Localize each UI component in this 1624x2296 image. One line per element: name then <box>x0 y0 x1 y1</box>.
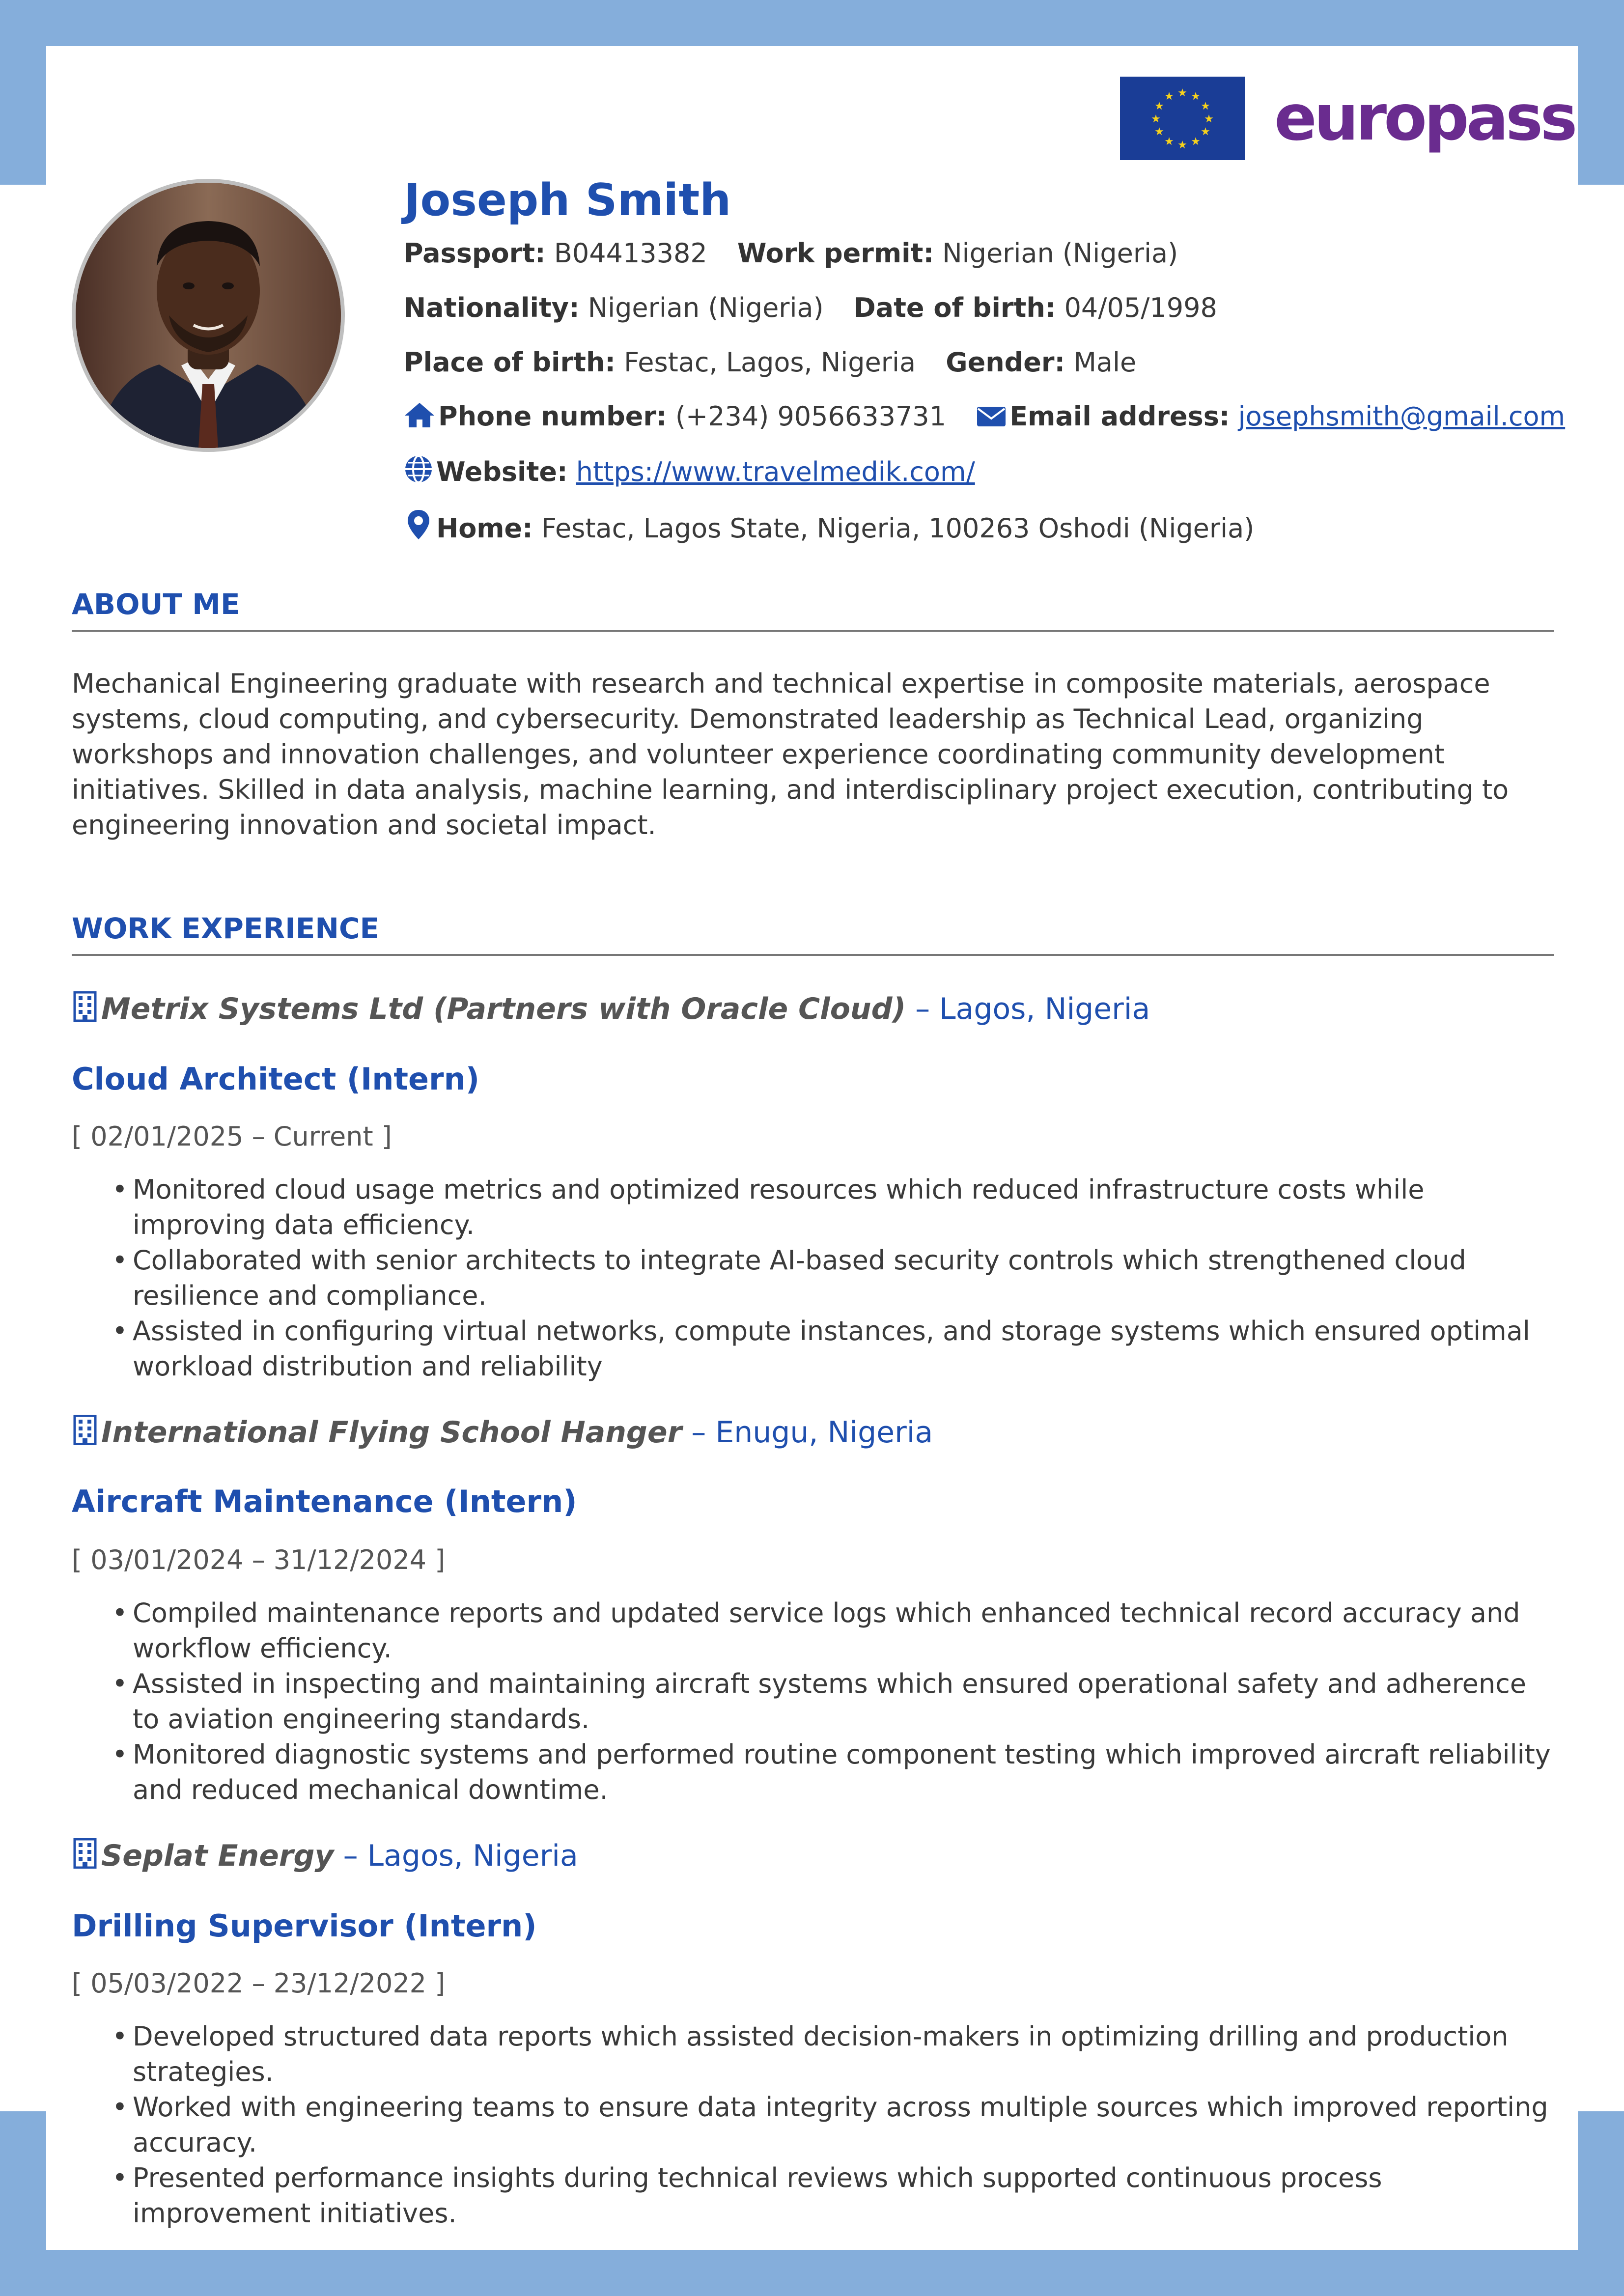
list-item: • Assisted in inspecting and maintaining aircraft systems which ensured operational safety and adherence to aviation engineering standards. <box>133 1666 1557 1737</box>
nationality-line <box>404 292 1553 324</box>
dob-value: 04/05/1998 <box>1064 292 1217 323</box>
svg-text:★: ★ <box>1154 126 1164 138</box>
resume-page <box>46 46 1578 2250</box>
job-role: Drilling Supervisor (Intern) <box>72 1908 537 1944</box>
home-value: Festac, Lagos State, Nigeria, 100263 Oshodi (Nigeria) <box>541 512 1255 544</box>
building-icon <box>72 1838 98 1876</box>
company-name: Metrix Systems Ltd (Partners with Oracle Cloud) <box>101 992 906 1026</box>
svg-text:★: ★ <box>1164 136 1174 148</box>
list-item: • Assisted in configuring virtual networks, compute instances, and storage systems which ensured optimal workload distribution and reliability <box>133 1314 1557 1384</box>
svg-text:★: ★ <box>1177 139 1187 151</box>
envelope-icon <box>976 404 1007 436</box>
job-bullets <box>133 2019 1557 2231</box>
gender-label: Gender: <box>946 346 1065 378</box>
person-name: Joseph Smith <box>404 174 731 226</box>
home-line <box>404 509 1553 548</box>
website-line <box>404 454 1553 491</box>
svg-text:★: ★ <box>1191 136 1201 148</box>
company-name: International Flying School Hanger <box>101 1415 682 1450</box>
building-icon <box>72 991 98 1030</box>
company-location: – Lagos, Nigeria <box>334 1839 578 1873</box>
company-name: Seplat Energy <box>101 1839 334 1873</box>
job-dates: [ 05/03/2022 – 23/12/2022 ] <box>72 1968 446 1999</box>
list-item: • Worked with engineering teams to ensure data integrity across multiple sources which improved reporting accuracy. <box>133 2090 1557 2160</box>
email-label: Email address: <box>1009 401 1230 432</box>
company-location: – Enugu, Nigeria <box>682 1415 933 1450</box>
svg-text:★: ★ <box>1191 90 1201 103</box>
list-item: • Monitored cloud usage metrics and optimized resources which reduced infrastructure costs while improving data efficiency. <box>133 1172 1557 1243</box>
phone-label: Phone number: <box>438 401 667 432</box>
about-section-title: ABOUT ME <box>72 588 1554 632</box>
job-company-line <box>72 991 1150 1030</box>
passport-line <box>404 238 1553 270</box>
birthplace-line <box>404 347 1553 379</box>
about-text: Mechanical Engineering graduate with research and technical expertise in composite materials, aerospace systems, cloud computing, and cybersecurity. Demonstrated leadership as Technical Lead, organizing workshops and innovation challenges, and volunteer experience coordinating community development initiatives. Skilled in data analysis, machine learning, and interdisciplinary project execution, contributing to engineering innovation and societal impact. <box>72 668 1509 840</box>
europass-wordmark: europass <box>1274 82 1575 155</box>
eu-flag-icon <box>1120 77 1245 160</box>
svg-text:★: ★ <box>1164 90 1174 103</box>
job-role: Cloud Architect (Intern) <box>72 1061 480 1097</box>
job-bullets <box>133 1596 1557 1808</box>
personal-info <box>404 174 1566 570</box>
svg-text:★: ★ <box>1151 113 1161 125</box>
email-link[interactable]: josephsmith@gmail.com <box>1238 401 1566 432</box>
svg-text:★: ★ <box>1177 87 1187 99</box>
list-item: • Collaborated with senior architects to integrate AI-based security controls which strengthened cloud resilience and compliance. <box>133 1243 1557 1314</box>
svg-text:★: ★ <box>1204 113 1214 125</box>
nationality-value: Nigerian (Nigeria) <box>588 292 824 323</box>
nationality-label: Nationality: <box>404 292 580 323</box>
list-item: • Compiled maintenance reports and updated service logs which enhanced technical record accuracy and workflow efficiency. <box>133 1596 1557 1666</box>
svg-text:★: ★ <box>1201 100 1210 112</box>
frame-right-bottom <box>1578 2111 1624 2296</box>
building-icon <box>72 1415 98 1453</box>
list-item: • Developed structured data reports which assisted decision-makers in optimizing drilling and production strategies. <box>133 2019 1557 2090</box>
frame-left-top <box>0 0 46 185</box>
frame-bottom <box>0 2250 1624 2296</box>
work-permit-label: Work permit: <box>737 238 934 269</box>
location-pin-icon <box>404 509 433 548</box>
passport-label: Passport: <box>404 238 546 269</box>
job-company-line <box>72 1838 578 1876</box>
frame-top <box>0 0 1624 46</box>
website-link[interactable]: https://www.travelmedik.com/ <box>576 456 975 488</box>
dob-label: Date of birth: <box>853 292 1056 323</box>
passport-value: B04413382 <box>554 238 707 269</box>
frame-left-bottom <box>0 2111 46 2296</box>
pob-label: Place of birth: <box>404 346 616 378</box>
work-permit-value: Nigerian (Nigeria) <box>942 238 1178 269</box>
contact-line <box>404 401 1566 436</box>
phone-value: (+234) 9056633731 <box>675 401 947 432</box>
company-location: – Lagos, Nigeria <box>906 992 1150 1026</box>
website-label: Website: <box>436 456 568 488</box>
job-dates: [ 03/01/2024 – 31/12/2024 ] <box>72 1544 446 1575</box>
globe-icon <box>404 454 433 491</box>
home-icon <box>404 401 435 436</box>
home-label: Home: <box>436 512 533 544</box>
europass-logo <box>1120 77 1574 160</box>
svg-text:★: ★ <box>1154 100 1164 112</box>
list-item: • Monitored diagnostic systems and performed routine component testing which improved aircraft reliability and reduced mechanical downtime. <box>133 1737 1557 1808</box>
job-company-line <box>72 1415 933 1453</box>
list-item: • Presented performance insights during technical reviews which supported continuous process improvement initiatives. <box>133 2160 1557 2231</box>
job-bullets <box>133 1172 1557 1384</box>
frame-right-top <box>1578 0 1624 185</box>
pob-value: Festac, Lagos, Nigeria <box>624 346 916 378</box>
work-section-title: WORK EXPERIENCE <box>72 912 1554 956</box>
job-role: Aircraft Maintenance (Intern) <box>72 1484 577 1519</box>
profile-photo <box>72 179 345 452</box>
job-dates: [ 02/01/2025 – Current ] <box>72 1121 392 1152</box>
svg-text:★: ★ <box>1201 126 1210 138</box>
gender-value: Male <box>1073 346 1137 378</box>
